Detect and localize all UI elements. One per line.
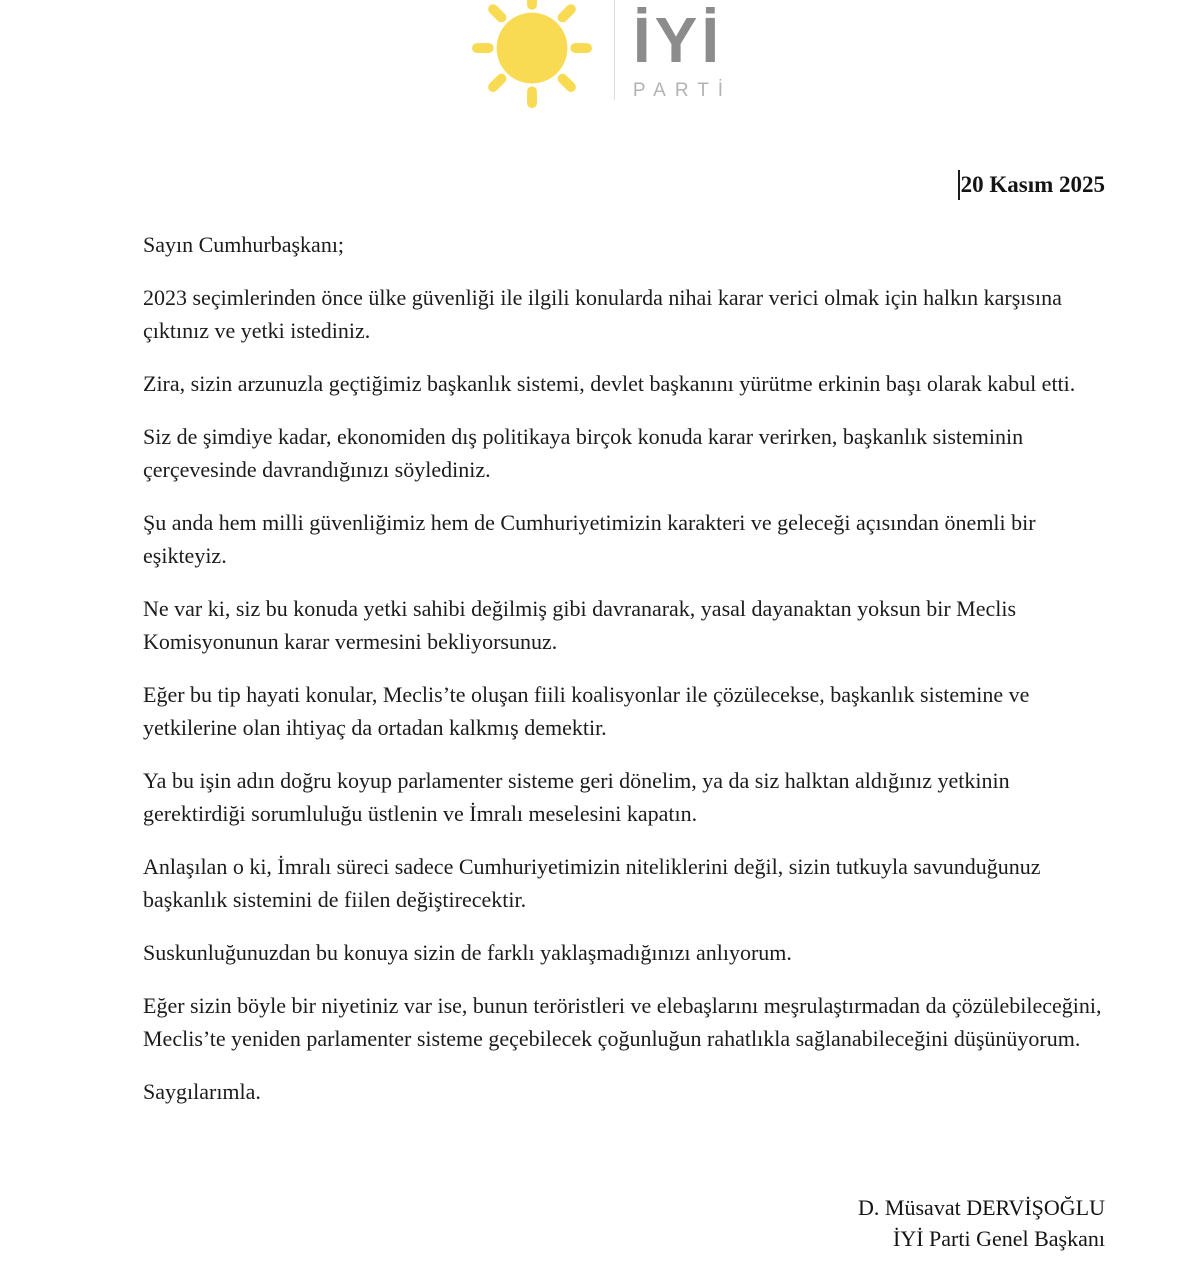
closing: Saygılarımla. <box>143 1079 261 1104</box>
letter-paragraphs <box>143 281 1105 1055</box>
paragraph: Zira, sizin arzunuzla geçtiğimiz başkanlık sistemi, devlet başkanını yürütme erkinin başı olarak kabul etti. <box>143 371 1076 396</box>
logo-divider <box>614 0 615 100</box>
party-logo <box>0 0 1200 112</box>
party-logo-inner <box>468 0 732 112</box>
signature-title: İYİ Parti Genel Başkanı <box>893 1226 1105 1251</box>
logo-title: İYİ <box>632 4 724 76</box>
paragraph: Siz de şimdiye kadar, ekonomiden dış politikaya birçok konuda karar verirken, başkanlık sisteminin çerçevesinde davrandığınızı söylediniz. <box>143 424 1024 482</box>
paragraph: Eğer sizin böyle bir niyetiniz var ise, bunun teröristleri ve elebaşlarını meşrulaştırmadan da çözülebileceğini, Meclis’te yeniden parlamenter sisteme geçebilecek çoğunluğun rahatlıkla sağlanabileceğini düşünüyorum. <box>143 993 1102 1051</box>
letter-body <box>143 228 1105 1128</box>
paragraph: Eğer bu tip hayati konular, Meclis’te oluşan fiili koalisyonlar ile çözülecekse, başkanlık sistemine ve yetkilerine olan ihtiyaç da ortadan kalkmış demektir. <box>143 682 1030 740</box>
paragraph: Ne var ki, siz bu konuda yetki sahibi değilmiş gibi davranarak, yasal dayanaktan yoksun bir Meclis Komisyonunun karar vermesini bekliyorsunuz. <box>143 596 1017 654</box>
logo-subtitle: PARTİ <box>632 80 733 101</box>
paragraph: Ya bu işin adın doğru koyup parlamenter sisteme geri dönelim, ya da siz halktan aldığınız yetkinin gerektirdiği sorumluluğu üstlenin ve İmralı meselesini kapatın. <box>143 768 1010 826</box>
paragraph: Şu anda hem milli güvenliğimiz hem de Cumhuriyetimizin karakteri ve geleceği açısından önemli bir eşikteyiz. <box>143 510 1036 568</box>
signature-block <box>858 1192 1105 1254</box>
paragraph: Suskunluğunuzdan bu konuya sizin de farklı yaklaşmadığınızı anlıyorum. <box>143 940 792 965</box>
text-cursor-icon <box>958 170 960 200</box>
signature-name: D. Müsavat DERVİŞOĞLU <box>858 1195 1105 1220</box>
letter-date: 20 Kasım 2025 <box>960 172 1105 197</box>
paragraph: 2023 seçimlerinden önce ülke güvenliği ile ilgili konularda nihai karar verici olmak için halkın karşısına çıktınız ve yetki istediniz. <box>143 285 1062 343</box>
salutation: Sayın Cumhurbaşkanı; <box>143 232 345 257</box>
sun-icon <box>468 0 596 112</box>
paragraph: Anlaşılan o ki, İmralı süreci sadece Cumhuriyetimizin niteliklerini değil, sizin tutkuyla savunduğunuz başkanlık sistemini de fiilen değiştirecektir. <box>143 854 1041 912</box>
logo-wordmark <box>633 4 732 102</box>
date-row <box>958 170 1105 200</box>
